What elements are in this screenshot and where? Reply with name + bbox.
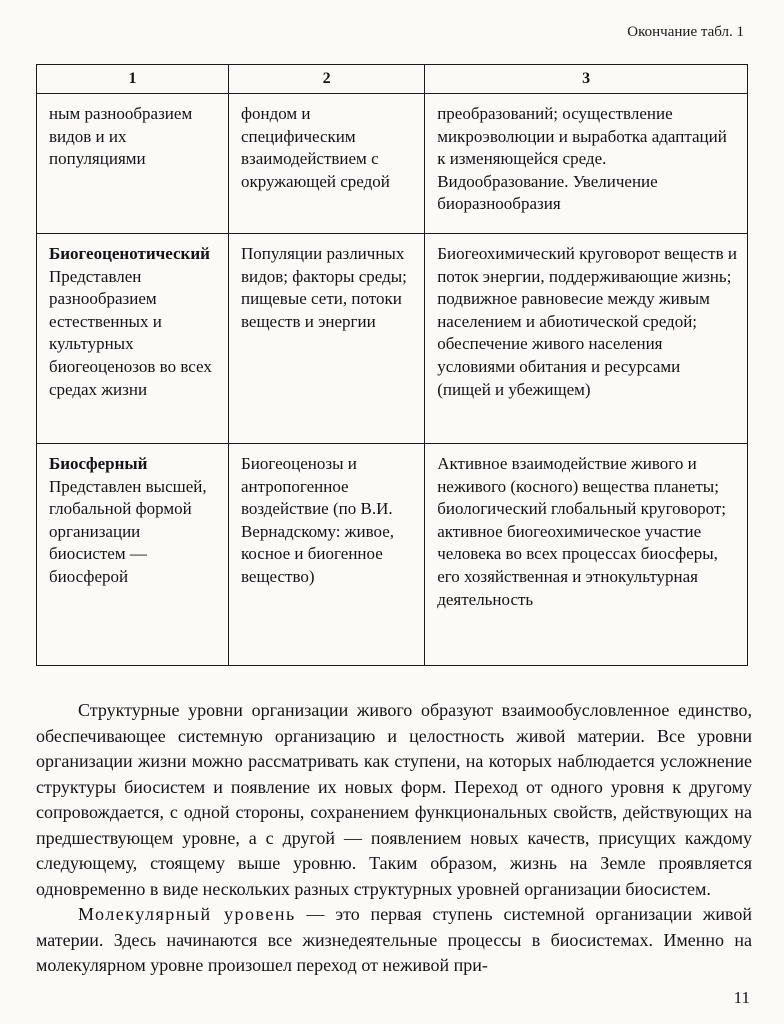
column-header-2: 2 xyxy=(228,65,424,94)
page-number: 11 xyxy=(733,988,750,1007)
level-description-2: Представлен разнообразием естественных и культурных биогеоценозов во всех средах жизни xyxy=(49,266,212,399)
table-continuation-note: Окончание табл. 1 xyxy=(627,24,744,40)
column-header-3: 3 xyxy=(425,65,748,94)
body-text xyxy=(36,698,752,979)
molecular-level-rest: — это первая ступень системной организации живой материи. Здесь начинаются все жизнедеятельные процессы в биосистемах. Именно на молекулярном уровне произошел переход от неживой при- xyxy=(36,904,752,975)
molecular-level-term: Молекулярный уровень xyxy=(78,904,296,924)
biosystem-levels-table xyxy=(36,64,748,666)
table-row-biogeocenotic xyxy=(37,234,748,444)
cell-level-1 xyxy=(37,94,229,234)
level-description-1: ным разнообразием видов и их популяциями xyxy=(49,104,193,169)
cell-level-2 xyxy=(37,234,229,444)
column-header-1: 1 xyxy=(37,65,229,94)
cell-components-3: Биогеоценозы и антропогенное воздействие (по В.И. Вернадскому: живое, косное и биогенное вещество) xyxy=(228,444,424,666)
cell-level-3 xyxy=(37,444,229,666)
table-header-row xyxy=(37,65,748,94)
level-term-2: Биогеоценотический xyxy=(49,244,210,263)
table-row-continuation xyxy=(37,94,748,234)
cell-components-1: фондом и специфическим взаимодействием с окружающей средой xyxy=(228,94,424,234)
cell-processes-3: Активное взаимодействие живого и неживого (косного) вещества планеты; биологический глобальный круговорот; активное биогеохимическое участие человека во всех процессах биосферы, его хозяйственная и этнокультурная деятельность xyxy=(425,444,748,666)
level-description-3: Представлен высшей, глобальной формой организации биосистем — биосферой xyxy=(49,476,207,587)
cell-components-2: Популяции различных видов; факторы среды; пищевые сети, потоки веществ и энергии xyxy=(228,234,424,444)
cell-processes-2: Биогеохимический круговорот веществ и поток энергии, поддерживающие жизнь; подвижное равновесие между живым населением и абиотической средой; обеспечение живого населения условиями обитания и ресурсами (пищей и убежищем) xyxy=(425,234,748,444)
table-row-biospheric xyxy=(37,444,748,666)
paragraph-molecular-level xyxy=(36,902,752,979)
cell-processes-1: преобразований; осуществление микроэволюции и выработка адаптаций к изменяющейся среде. Видообразование. Увеличение биоразнообразия xyxy=(425,94,748,234)
level-term-3: Биосферный xyxy=(49,454,148,473)
paragraph-structural-levels: Структурные уровни организации живого образуют взаимообусловленное единство, обеспечивающее системную организацию и целостность живой материи. Все уровни организации жизни можно рассматривать как ступени, на которых наблюдается усложнение структуры биосистем и появление их новых форм. Переход от одного уровня к другому сопровождается, с одной стороны, сохранением функциональных свойств, действующих на предшествующем уровне, а с другой — появлением новых качеств, присущих каждому следующему, стоящему выше уровню. Таким образом, жизнь на Земле проявляется одновременно в виде нескольких разных структурных уровней организации биосистем. xyxy=(36,700,752,899)
